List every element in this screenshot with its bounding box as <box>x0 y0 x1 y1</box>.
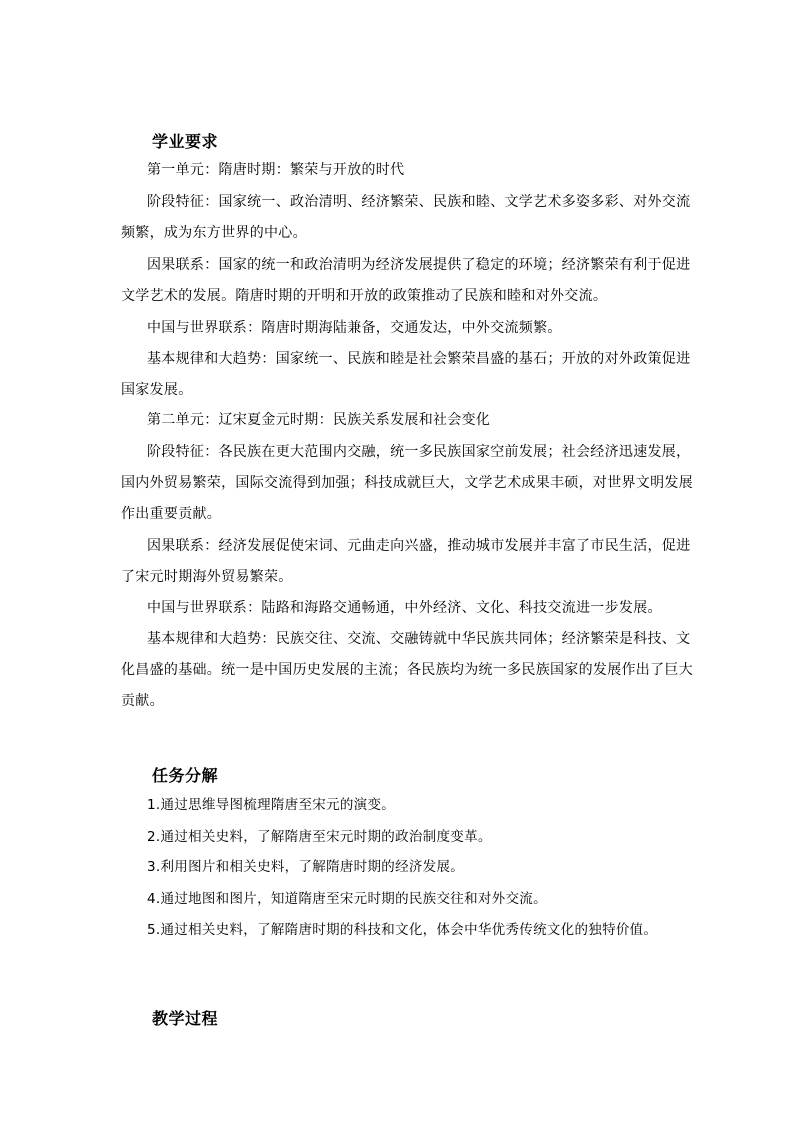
heading-task-breakdown: 任务分解 <box>152 766 219 785</box>
unit2-stage-features-line3: 作出重要贡献。 <box>121 506 222 522</box>
unit2-stage-features-line1: 阶段特征：各民族在更大范围内交融，统一多民族国家空前发展；社会经济迅速发展， <box>147 444 691 460</box>
unit2-causal-link-line1: 因果联系：经济发展促使宋词、元曲走向兴盛，推动城市发展并丰富了市民生活，促进 <box>147 538 691 554</box>
heading-teaching-process: 教学过程 <box>152 1009 219 1028</box>
unit2-basic-law-line2: 化昌盛的基础。统一是中国历史发展的主流；各民族均为统一多民族国家的发展作出了巨大 <box>121 662 693 678</box>
unit2-world-link: 中国与世界联系：陆路和海路交通畅通，中外经济、文化、科技交流进一步发展。 <box>147 600 662 616</box>
unit1-basic-law-line1: 基本规律和大趋势：国家统一、民族和睦是社会繁荣昌盛的基石；开放的对外政策促进 <box>147 351 691 367</box>
unit2-basic-law-line3: 贡献。 <box>121 693 164 709</box>
unit1-title: 第一单元：隋唐时期：繁荣与开放的时代 <box>147 162 405 178</box>
unit2-basic-law-line1: 基本规律和大趋势：民族交往、交流、交融铸就中华民族共同体；经济繁荣是科技、文 <box>147 631 691 647</box>
unit1-world-link: 中国与世界联系：隋唐时期海陆兼备，交通发达，中外交流频繁。 <box>147 320 562 336</box>
unit1-causal-link-line1: 因果联系：国家的统一和政治清明为经济发展提供了稳定的环境；经济繁荣有利于促进 <box>147 257 691 273</box>
unit1-stage-features-line1: 阶段特征：国家统一、政治清明、经济繁荣、民族和睦、文学艺术多姿多彩、对外交流 <box>147 194 691 210</box>
unit1-causal-link-line2: 文学艺术的发展。隋唐时期的开明和开放的政策推动了民族和睦和对外交流。 <box>121 288 608 304</box>
heading-academic-requirements: 学业要求 <box>152 132 219 151</box>
task-item-3: 3.利用图片和相关史料，了解隋唐时期的经济发展。 <box>147 859 465 875</box>
unit2-title: 第二单元：辽宋夏金元时期：民族关系发展和社会变化 <box>147 412 491 428</box>
task-item-5: 5.通过相关史料，了解隋唐时期的科技和文化，体会中华优秀传统文化的独特价值。 <box>147 922 658 938</box>
unit2-stage-features-line2: 国内外贸易繁荣，国际交流得到加强；科技成就巨大，文学艺术成果丰硕，对世界文明发展 <box>121 475 693 491</box>
task-item-1: 1.通过思维导图梳理隋唐至宋元的演变。 <box>147 797 396 813</box>
task-item-4: 4.通过地图和图片，知道隋唐至宋元时期的民族交往和对外交流。 <box>147 891 547 907</box>
unit1-basic-law-line2: 国家发展。 <box>121 382 193 398</box>
unit2-causal-link-line2: 了宋元时期海外贸易繁荣。 <box>121 569 293 585</box>
task-item-2: 2.通过相关史料，了解隋唐至宋元时期的政治制度变革。 <box>147 829 492 845</box>
unit1-stage-features-line2: 频繁，成为东方世界的中心。 <box>121 225 307 241</box>
